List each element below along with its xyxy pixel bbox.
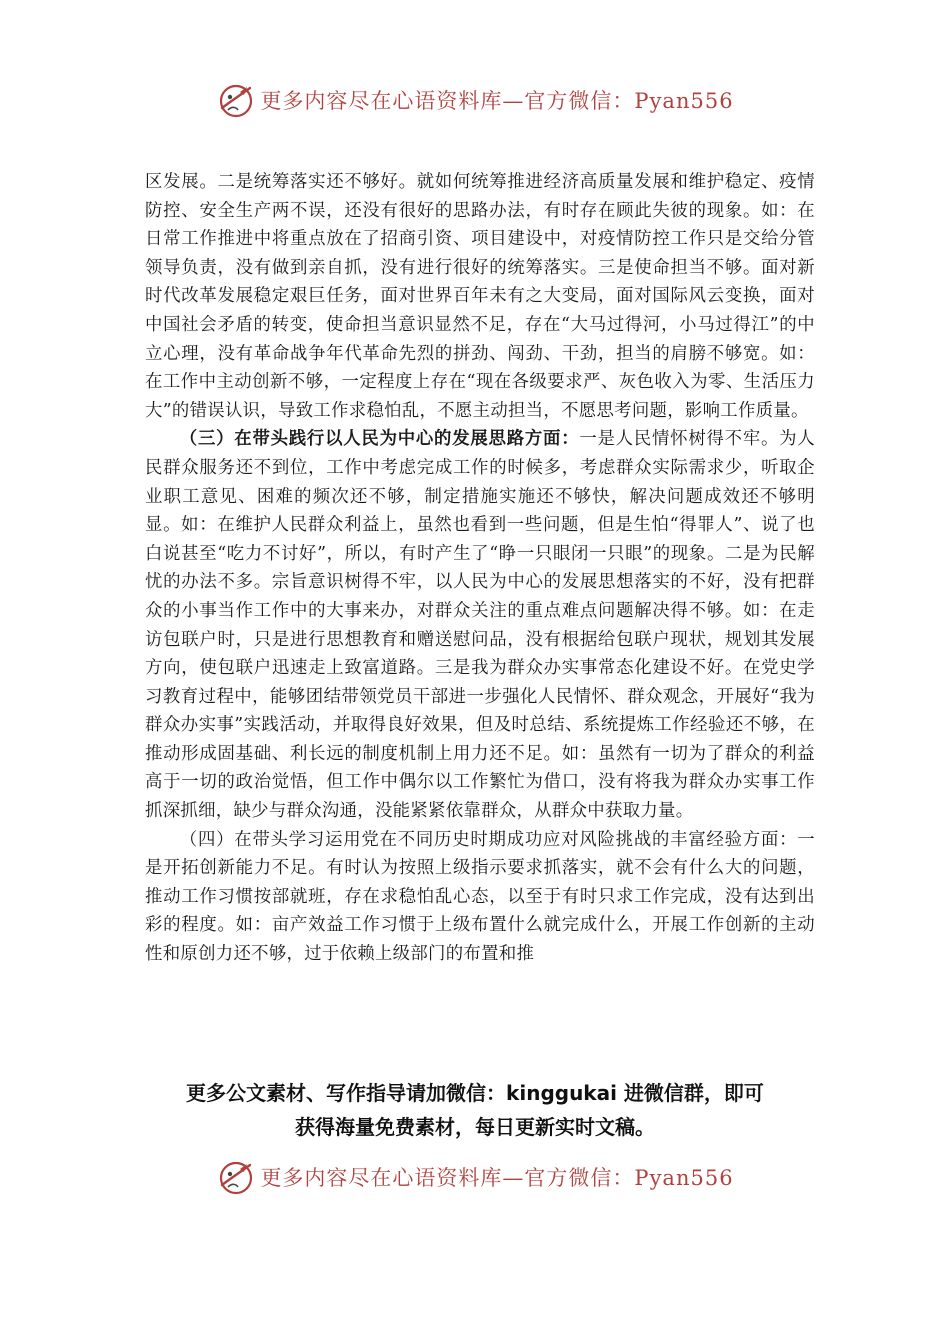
promo-notice [0,1076,950,1144]
paragraph [145,425,815,825]
paragraph-text: 区发展。二是统筹落实还不够好。就如何统筹推进经济高质量发展和维护稳定、疫情防控、安全生产两不误，还没有很好的思路办法，有时存在顾此失彼的现象。如：在日常工作推进中将重点放在了招商引资、项目建设中，对疫情防控工作只是交给分管领导负责，没有做到亲自抓，没有进行很好的统筹落实。三是使命担当不够。面对新时代改革发展稳定艰巨任务，面对世界百年未有之大变局，面对国际风云变换，面对中国社会矛盾的转变，使命担当意识显然不足，存在“大马过得河，小马过得江”的中立心理，没有革命战争年代革命先烈的拼劲、闯劲、干劲，担当的肩膀不够宽。如：在工作中主动创新不够，一定程度上存在“现在各级要求严、灰色收入为零、生活压力大”的错误认识，导致工作求稳怕乱，不愿主动担当，不愿思考问题，影响工作质量。 [145,172,815,421]
promo-line-1: 更多公文素材、写作指导请加微信：kinggukai 进微信群，即可 [186,1081,764,1105]
header-banner [0,80,950,120]
quill-pen-logo-icon [216,80,256,120]
document-body [145,168,815,969]
promo-line-2: 获得海量免费素材，每日更新实时文稿。 [295,1115,655,1139]
banner-text: 更多内容尽在心语资料库—官方微信：Pyan556 [260,89,734,113]
paragraph-text: 一是人民情怀树得不牢。为人民群众服务还不到位，工作中考虑完成工作的时候多，考虑群众实际需求少，听取企业职工意见、困难的频次还不够，制定措施实施还不够快，解决问题成效还不够明显。如：在维护人民群众利益上，虽然也看到一些问题，但是生怕“得罪人”、说了也白说甚至“吃力不讨好”，所以，有时产生了“睁一只眼闭一只眼”的现象。二是为民解忧的办法不多。宗旨意识树得不牢，以人民为中心的发展思想落实的不好，没有把群众的小事当作工作中的大事来办，对群众关注的重点难点问题解决得不够。如：在走访包联户时，只是进行思想教育和赠送慰问品，没有根据给包联户现状，规划其发展方向，使包联户迅速走上致富道路。三是我为群众办实事常态化建设不好。在党史学习教育过程中，能够团结带领党员干部进一步强化人民情怀、群众观念，开展好“我为群众办实事”实践活动，并取得良好效果，但及时总结、系统提炼工作经验还不够，在推动形成固基础、利长远的制度机制上用力还不足。如：虽然有一切为了群众的利益高于一切的政治觉悟，但工作中偶尔以工作繁忙为借口，没有将我为群众办实事工作抓深抓细，缺少与群众沟通，没能紧紧依靠群众，从群众中获取力量。 [145,429,815,822]
banner-text: 更多内容尽在心语资料库—官方微信：Pyan556 [260,1166,734,1190]
footer-banner [0,1157,950,1197]
quill-pen-logo-icon [216,1157,256,1197]
paragraph [145,826,815,969]
paragraph-text: （四）在带头学习运用党在不同历史时期成功应对风险挑战的丰富经验方面：一是开拓创新能力不足。有时认为按照上级指示要求抓落实，就不会有什么大的问题，推动工作习惯按部就班，存在求稳怕乱心态，以至于有时只求工作完成，没有达到出彩的程度。如：亩产效益工作习惯于上级布置什么就完成什么，开展工作创新的主动性和原创力还不够，过于依赖上级部门的布置和推 [145,829,815,965]
paragraph [145,168,815,425]
section-heading: （三）在带头践行以人民为中心的发展思路方面： [179,429,580,450]
